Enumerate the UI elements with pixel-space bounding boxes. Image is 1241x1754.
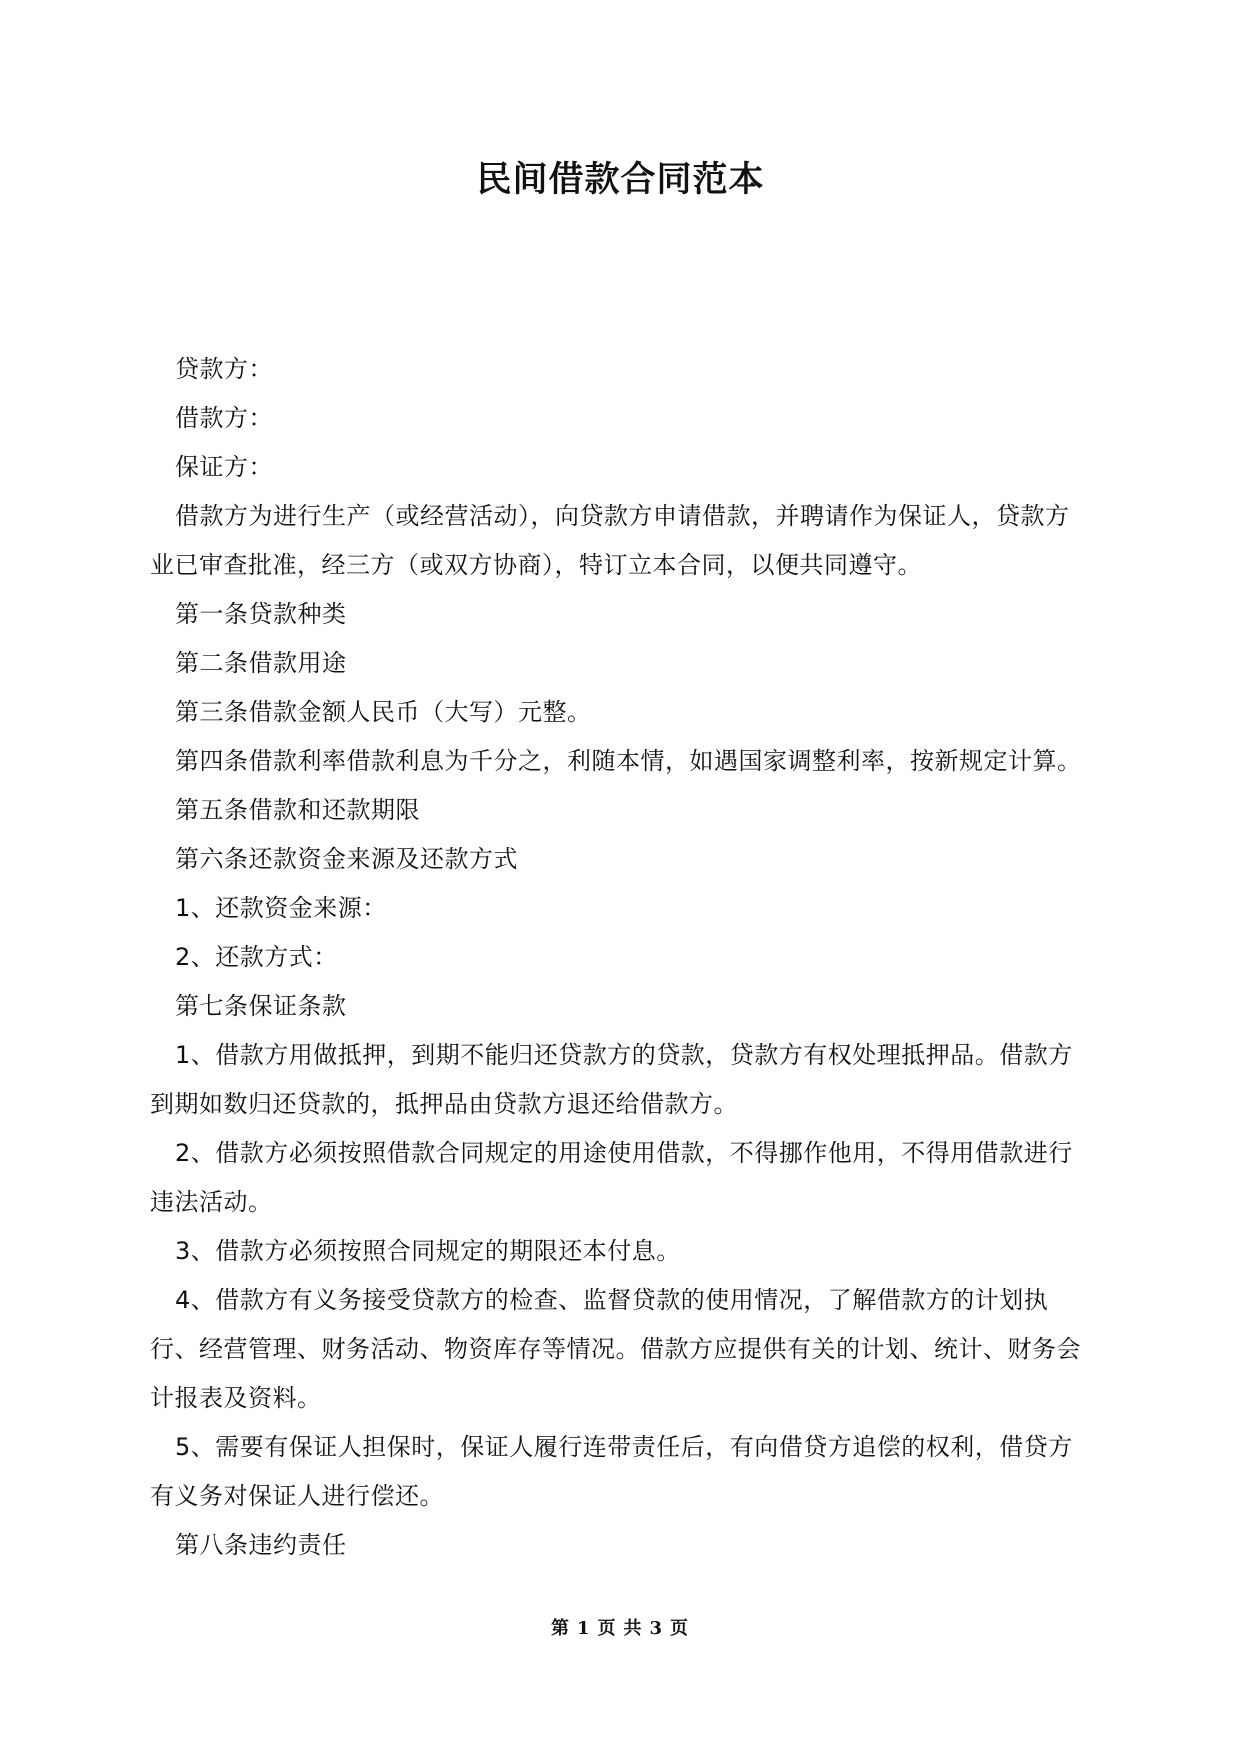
- article-7-item-2: 2、借款方必须按照借款合同规定的用途使用借款，不得挪作他用，不得用借款进行违法活动。: [150, 1139, 1073, 1216]
- article-2: 第二条借款用途: [175, 649, 347, 677]
- footer-prefix: 第: [550, 1618, 571, 1639]
- footer-total-pages: 3: [649, 1618, 665, 1639]
- article-4: 第四条借款利率借款利息为千分之，利随本情，如遇国家调整利率，按新规定计算。: [175, 747, 1082, 775]
- page-number-footer: [0, 1617, 1241, 1641]
- paragraph-lender: 贷款方：: [175, 355, 273, 383]
- footer-suffix: 页: [670, 1618, 691, 1639]
- footer-total-prefix: 共: [623, 1618, 644, 1639]
- article-5: 第五条借款和还款期限: [175, 796, 420, 824]
- article-1: 第一条贷款种类: [175, 600, 347, 628]
- article-7-item-5: 5、需要有保证人担保时，保证人履行连带责任后，有向借贷方追偿的权利，借贷方有义务对保证人进行偿还。: [150, 1433, 1073, 1510]
- article-7: 第七条保证条款: [175, 992, 347, 1020]
- document-body: [150, 345, 1090, 1570]
- article-6-item-2: 2、还款方式：: [175, 943, 338, 971]
- article-7-item-4: 4、借款方有义务接受贷款方的检查、监督贷款的使用情况，了解借款方的计划执行、经营管理、财务活动、物资库存等情况。借款方应提供有关的计划、统计、财务会计报表及资料。: [150, 1286, 1081, 1412]
- paragraph-preamble: 借款方为进行生产（或经营活动），向贷款方申请借款，并聘请作为保证人，贷款方业已审查批准，经三方（或双方协商），特订立本合同，以便共同遵守。: [150, 502, 1070, 579]
- article-6-item-1: 1、还款资金来源：: [175, 894, 387, 922]
- paragraph-borrower: 借款方：: [175, 404, 273, 432]
- paragraph-guarantor: 保证方：: [175, 453, 273, 481]
- article-3: 第三条借款金额人民币（大写）元整。: [175, 698, 592, 726]
- document-title: 民间借款合同范本: [476, 160, 765, 200]
- footer-page-word: 页: [597, 1618, 618, 1639]
- article-7-item-3: 3、借款方必须按照合同规定的期限还本付息。: [175, 1237, 681, 1265]
- article-6: 第六条还款资金来源及还款方式: [175, 845, 518, 873]
- article-8: 第八条违约责任: [175, 1531, 347, 1559]
- footer-current-page: 1: [576, 1618, 592, 1639]
- article-7-item-1: 1、借款方用做抵押，到期不能归还贷款方的贷款，贷款方有权处理抵押品。借款方到期如数归还贷款的，抵押品由贷款方退还给借款方。: [150, 1041, 1073, 1118]
